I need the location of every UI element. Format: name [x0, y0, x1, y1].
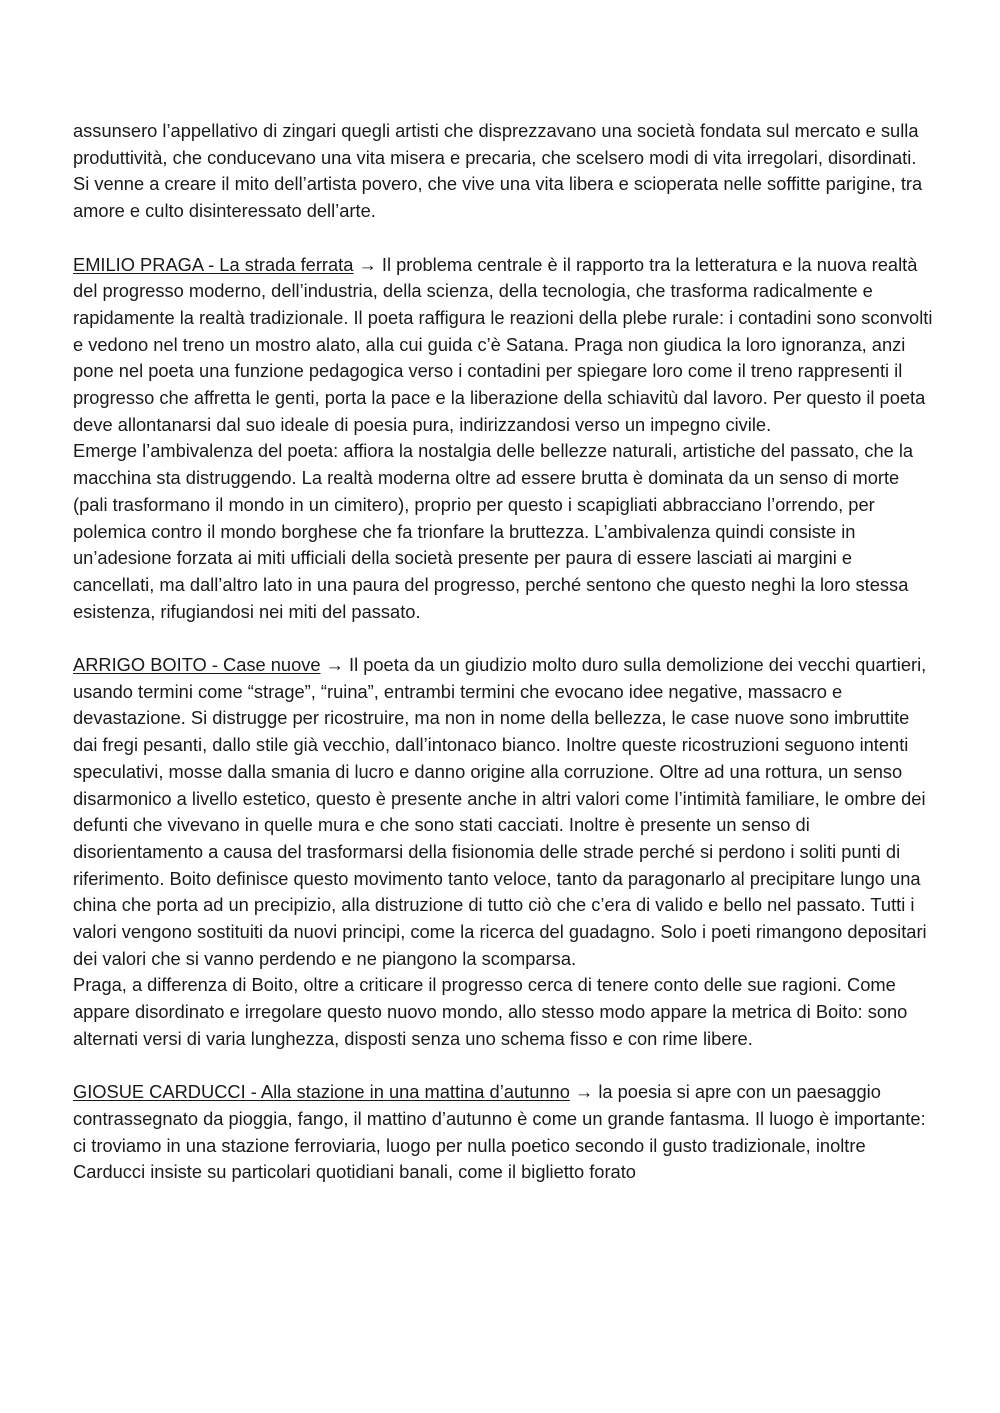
praga-paragraph — [73, 252, 935, 439]
intro-paragraph: assunsero l’appellativo di zingari quegli artisti che disprezzavano una società fondata sul mercato e sulla produttività, che conducevano una vita misera e precaria, che scelsero modi di vita irregolari, disordinati. Si venne a creare il mito dell’artista povero, che vive una vita libera e scioperata nelle soffitte parigine, tra amore e culto disinteressato dell’arte. — [73, 120, 923, 222]
carducci-lead-text: → la poesia si apre con un paesaggio contrassegnato da pioggia, fango, il mattino d’autunno è come un grande fantasma. Il luogo è importante: ci troviamo in una stazione ferroviaria, luogo per nulla poetico secondo il gusto tradizionale, inoltre Carducci insiste su particolari quotidiani banali, come il biglietto forato — [73, 1081, 926, 1183]
document-page — [73, 118, 935, 1186]
paragraph-spacer — [73, 1053, 935, 1080]
carducci-heading: GIOSUE CARDUCCI - Alla stazione in una mattina d’autunno — [73, 1081, 570, 1103]
praga-lead-text: → Il problema centrale è il rapporto tra la letteratura e la nuova realtà del progresso moderno, dell’industria, della scienza, della tecnologia, che trasforma radicalmente e rapidamente la realtà tradizionale. Il poeta raffigura le reazioni della plebe rurale: i contadini sono sconvolti e vedono nel treno un mostro alato, alla cui guida c’è Satana. Praga non giudica la loro ignoranza, anzi pone nel poeta una funzione pedagogica verso i contadini per spiegare loro come il treno rappresenti il progresso che affretta le genti, porta la pace e la liberazione della schiavitù dal lavoro. Per questo il poeta deve allontanarsi dal suo ideale di poesia pura, indirizzandosi verso un impegno civile. — [73, 253, 933, 435]
paragraph-spacer — [73, 625, 935, 652]
paragraph-spacer — [73, 225, 935, 252]
boito-lead-text: → Il poeta da un giudizio molto duro sulla demolizione dei vecchi quartieri, usando termini come “strage”, “ruina”, entrambi termini che evocano idee negative, massacro e devastazione. Si distrugge per ricostruire, ma non in nome della bellezza, le case nuove sono imbruttite dai fregi pesanti, dallo stile già vecchio, dall’intonaco bianco. Inoltre queste ricostruzioni seguono intenti speculativi, mosse dalla smania di lucro e danno origine alla corruzione. Oltre ad una rottura, un senso disarmonico a livello estetico, questo è presente anche in altri valori come l’intimità familiare, le ombre dei defunti che vivevano in quelle mura e che sono stati cacciati. Inoltre è presente un senso di disorientamento a causa del trasformarsi della fisionomia delle strade perché si perdono i soliti punti di riferimento. Boito definisce questo movimento tanto veloce, tanto da paragonarlo al precipitare lungo una china che porta ad un precipizio, alla distruzione di tutto ciò che c’era di valido e bello nel passato. Tutti i valori vengono sostituiti da nuovi principi, come la ricerca del guadagno. Solo i poeti rimangono depositari dei valori che si vanno perdendo e ne piangono la scomparsa. — [73, 654, 927, 969]
boito-paragraph — [73, 652, 935, 972]
boito-comparison-paragraph: Praga, a differenza di Boito, oltre a criticare il progresso cerca di tenere conto delle sue ragioni. Come appare disordinato e irregolare questo nuovo mondo, allo stesso modo appare la metrica di Boito: sono alternati versi di varia lunghezza, disposti senza uno schema fisso e con rime libere. — [73, 974, 908, 1049]
carducci-paragraph — [73, 1079, 935, 1186]
praga-ambivalence-paragraph: Emerge l’ambivalenza del poeta: affiora la nostalgia delle bellezze naturali, artistiche del passato, che la macchina sta distruggendo. La realtà moderna oltre ad essere brutta è dominata da un senso di morte (pali trasformano il mondo in un cimitero), proprio per questo i scapigliati abbracciano l’orrendo, per polemica contro il mondo borghese che fa trionfare la bruttezza. L’ambivalenza quindi consiste in un’adesione forzata ai miti ufficiali della società presente per paura di essere lasciati ai margini e cancellati, ma dall’altro lato in una paura del progresso, perché sentono che questo neghi la loro stessa esistenza, rifugiandosi nei miti del passato. — [73, 440, 914, 622]
boito-heading: ARRIGO BOITO - Case nuove — [73, 654, 321, 676]
praga-heading: EMILIO PRAGA - La strada ferrata — [73, 253, 354, 275]
